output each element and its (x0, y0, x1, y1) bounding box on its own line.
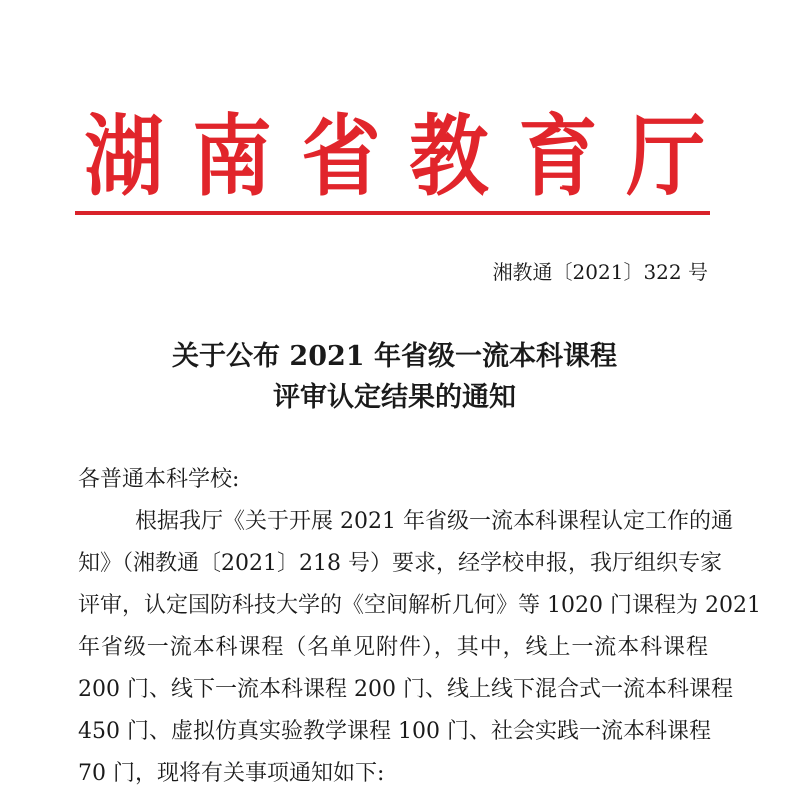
paragraph-line: 评审，认定国防科技大学的《空间解析几何》等 1020 门课程为 2021 (78, 593, 761, 618)
masthead-char: 南 (192, 105, 273, 208)
masthead-char: 湖 (84, 105, 164, 208)
masthead-char: 厅 (626, 105, 706, 208)
paragraph-line: 知》（湘教通〔2021〕218 号）要求，经学校申报，我厅组织专家 (78, 551, 722, 576)
paragraph-line: 根据我厅《关于开展 2021 年省级一流本科课程认定工作的通 (135, 509, 733, 534)
paragraph-line: 450 门、虚拟仿真实验教学课程 100 门、社会实践一流本科课程 (78, 719, 711, 744)
paragraph-line: 70 门，现将有关事项通知如下: (78, 761, 385, 786)
paragraph-line: 年省级一流本科课程（名单见附件），其中，线上一流本科课程 (78, 635, 708, 660)
masthead-char: 育 (517, 105, 598, 208)
masthead-char: 省 (301, 105, 381, 208)
masthead-title (80, 100, 710, 208)
masthead-char: 教 (409, 105, 489, 208)
document-number: 湘教通〔2021〕322 号 (492, 260, 708, 284)
notice-title-line-1: 关于公布 2021 年省级一流本科课程 (172, 341, 617, 372)
notice-title-line-2: 评审认定结果的通知 (273, 382, 516, 413)
document-body (78, 462, 761, 798)
paragraph-line: 200 门、线下一流本科课程 200 门、线上线下混合式一流本科课程 (78, 677, 733, 702)
salutation: 各普通本科学校: (78, 467, 240, 492)
red-divider (75, 211, 710, 215)
